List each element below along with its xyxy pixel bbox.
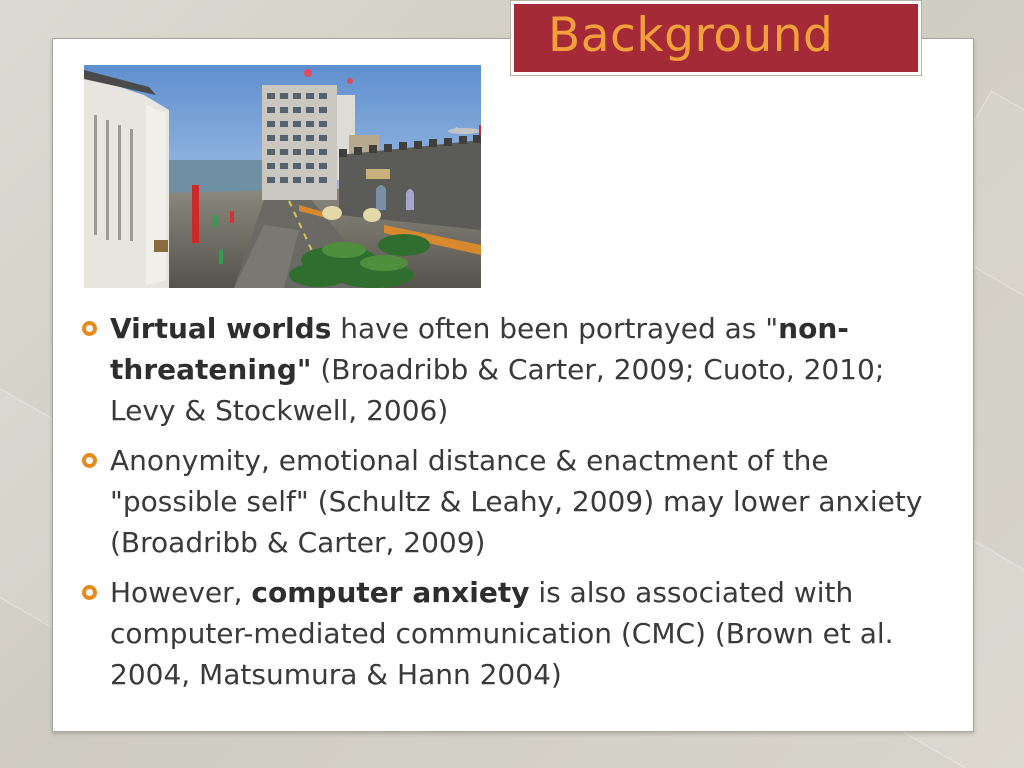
virtual-world-illustration [84, 65, 481, 288]
title-box [510, 0, 922, 76]
bullet-text: However, [110, 576, 252, 609]
bullet-text-bold: non-threatening" [110, 312, 849, 386]
bullet-text: Anonymity, emotional distance & enactment of the "possible self" (Schultz & Leahy, 2009) may lower anxiety (Broadribb & Carter, 2009) [110, 444, 923, 559]
bullet-text-bold: computer anxiety [251, 576, 530, 609]
bullet-marker-icon [82, 321, 97, 336]
bullet-text-bold: Virtual worlds [110, 312, 332, 345]
bullet-list [82, 308, 952, 704]
slide-title: Background [548, 8, 834, 63]
bullet-item [82, 572, 952, 695]
bullet-item [82, 440, 952, 563]
bullet-marker-icon [82, 453, 97, 468]
bullet-text: (Broadribb & Carter, 2009; Cuoto, 2010; Levy & Stockwell, 2006) [110, 353, 885, 427]
bullet-item [82, 308, 952, 431]
virtual-world-photo [84, 65, 481, 288]
bullet-text: have often been portrayed as " [331, 312, 779, 345]
bullet-text: is also associated with computer-mediated communication (CMC) (Brown et al. 2004, Matsumura & Hann 2004) [110, 576, 894, 691]
title-banner [514, 4, 918, 72]
bullet-marker-icon [82, 585, 97, 600]
